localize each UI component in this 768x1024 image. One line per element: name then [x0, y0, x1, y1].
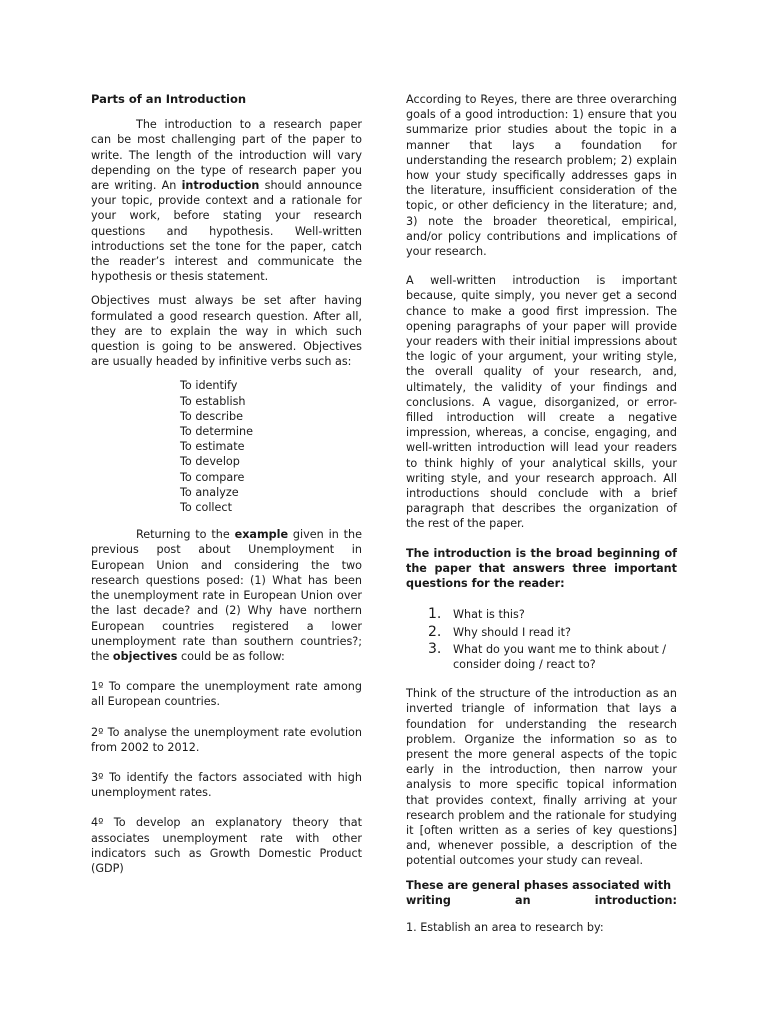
objective-item: 1º To compare the unemployment rate among all European countries.	[91, 680, 362, 709]
step-item: 1. Establish an area to research by:	[406, 920, 604, 934]
list-item	[406, 625, 677, 640]
objective-item: 4º To develop an explanatory theory that associates unemployment rate with other indicators such as Growth Domestic Product (GDP)	[91, 816, 362, 875]
text-run: could be as follow:	[177, 649, 285, 663]
list-item: To develop	[180, 455, 240, 469]
phases-word: an	[515, 893, 531, 907]
list-number: 1.	[428, 606, 442, 623]
list-text: What is this?	[453, 608, 525, 622]
text-run: should announce your topic, provide context and a rationale for your work, before stating your research questions and hypothesis. Well-written introductions set the tone for the paper, catch the reader’s interest and communicate the hypothesis or thesis statement.	[91, 179, 362, 284]
right-column	[406, 92, 677, 944]
list-item: To collect	[180, 501, 232, 515]
objective-item: 2º To analyse the unemployment rate evolution from 2002 to 2012.	[91, 725, 362, 754]
importance-paragraph: A well-written introduction is important because, quite simply, you never get a second chance to make a good first impression. The opening paragraphs of your paper will provide your readers with their initial impressions about the logic of your argument, your writing style, the overall quality of your research, and, ultimately, the validity of your findings and conclusions. A vague, disorganized, or error-filled introduction will create a negative impression, whereas, a concise, engaging, and well-written introduction will lead your readers to think highly of your analytical skills, your writing style, and your research approach. All introductions should conclude with a brief paragraph that describes the organization of the rest of the paper.	[406, 274, 677, 531]
list-item: To analyze	[180, 485, 239, 499]
text-run: Returning to the	[136, 528, 235, 542]
list-item: To describe	[180, 409, 243, 423]
bold-statement: The introduction is the broad beginning of the paper that answers three important questions for the reader:	[406, 546, 677, 591]
list-item	[406, 607, 677, 622]
intro-paragraph	[91, 117, 362, 284]
phases-word: introduction:	[594, 893, 677, 907]
question-list	[406, 607, 677, 672]
list-item	[406, 642, 677, 672]
objectives-paragraph: Objectives must always be set after having formulated a good research question. After all, they are to explain the way in which such question is going to be answered. Objectives are usually headed by infinitive verbs such as:	[91, 294, 362, 369]
list-item: To determine	[180, 425, 253, 439]
phases-heading	[406, 878, 677, 908]
left-column	[91, 92, 362, 885]
list-item: To compare	[180, 470, 245, 484]
text-run: The introduction to a research paper can be most challenging part of the paper to write. The length of the introduction will vary depending on the type of research paper you are writing. An	[91, 118, 362, 193]
phases-line: These are general phases associated with	[406, 878, 672, 892]
bold-term: introduction	[181, 179, 260, 193]
structure-paragraph: Think of the structure of the introduction as an inverted triangle of information that lays a foundation for understanding the research problem. Organize the information so as to present the more general aspects of the topic early in the introduction, then narrow your analysis to more specific topical information that provides context, finally arriving at your research problem and the rationale for studying it [often written as a series of key questions] and, whenever possible, a description of the potential outcomes your study can reveal.	[406, 687, 677, 868]
list-number: 2.	[428, 623, 442, 640]
text-run: given in the previous post about Unemployment in European Union and considering the two research questions posed: (1) What has been the unemployment rate in European Union over the last decade? and (2) Why have northern European countries registered a lower unemployment rate than southern countries?; the	[91, 528, 363, 663]
section-title: Parts of an Introduction	[91, 92, 247, 106]
list-number: 3.	[428, 640, 442, 657]
list-text: Why should I read it?	[453, 625, 571, 639]
bold-term: example	[234, 528, 289, 542]
list-text: What do you want me to think about / consider doing / react to?	[453, 642, 667, 671]
phases-word: writing	[406, 893, 451, 907]
goals-paragraph: According to Reyes, there are three overarching goals of a good introduction: 1) ensure that you summarize prior studies about the topic in a manner that lays a foundation for understanding the research problem; 2) explain how your study specifically addresses gaps in the literature, insufficient consideration of the topic, or other deficiency in the literature; and, 3) note the broader theoretical, empirical, and/or policy contributions and implications of your research.	[406, 93, 677, 259]
phases-line	[406, 893, 677, 908]
list-item: To establish	[180, 394, 246, 408]
verb-list	[180, 378, 362, 515]
example-paragraph	[91, 527, 362, 664]
bold-term: objectives	[112, 649, 178, 663]
list-item: To identify	[180, 379, 238, 393]
objective-item: 3º To identify the factors associated with high unemployment rates.	[91, 770, 362, 800]
list-item: To estimate	[180, 440, 245, 454]
